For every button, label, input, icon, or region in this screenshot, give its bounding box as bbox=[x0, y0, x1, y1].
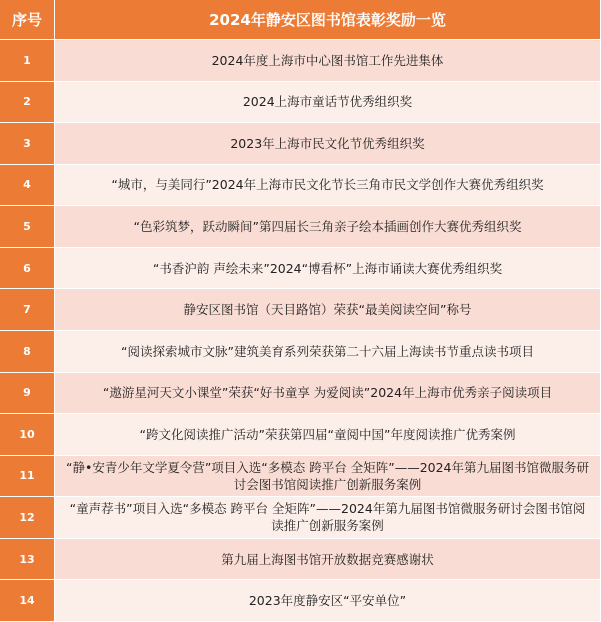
index-column-header: 序号 bbox=[0, 0, 55, 40]
award-text: “阅读探索城市文脉”建筑美育系列荣获第二十六届上海读书节重点读书项目 bbox=[55, 331, 601, 373]
award-text: 2024年度上海市中心图书馆工作先进集体 bbox=[55, 40, 601, 82]
award-text: 2023年度静安区“平安单位” bbox=[55, 580, 601, 622]
row-number: 11 bbox=[0, 456, 55, 498]
award-text: “城市，与美同行”2024年上海市民文化节长三角市民文学创作大赛优秀组织奖 bbox=[55, 165, 601, 207]
row-number: 14 bbox=[0, 580, 55, 622]
row-number: 7 bbox=[0, 289, 55, 331]
row-number: 5 bbox=[0, 206, 55, 248]
award-text: 静安区图书馆（天目路馆）荣获“最美阅读空间”称号 bbox=[55, 289, 601, 331]
award-text: 第九届上海图书馆开放数据竞赛感谢状 bbox=[55, 539, 601, 581]
row-number: 2 bbox=[0, 82, 55, 124]
row-number: 4 bbox=[0, 165, 55, 207]
row-number: 3 bbox=[0, 123, 55, 165]
award-text: “色彩筑梦，跃动瞬间”第四届长三角亲子绘本插画创作大赛优秀组织奖 bbox=[55, 206, 601, 248]
row-number: 10 bbox=[0, 414, 55, 456]
award-text: “静•安青少年文学夏令营”项目入选“多模态 跨平台 全矩阵”——2024年第九届图书馆微服务研讨会图书馆阅读推广创新服务案例 bbox=[55, 456, 601, 498]
award-text: “遨游星河天文小课堂”荣获“好书童享 为爱阅读”2024年上海市优秀亲子阅读项目 bbox=[55, 373, 601, 415]
row-number: 13 bbox=[0, 539, 55, 581]
row-number: 6 bbox=[0, 248, 55, 290]
row-number: 1 bbox=[0, 40, 55, 82]
award-text: “童声荐书”项目入选“多模态 跨平台 全矩阵”——2024年第九届图书馆微服务研讨会图书馆阅读推广创新服务案例 bbox=[55, 497, 601, 539]
row-number: 9 bbox=[0, 373, 55, 415]
award-text: “书香沪韵 声绘未来”2024“博看杯”上海市诵读大赛优秀组织奖 bbox=[55, 248, 601, 290]
table-title: 2024年静安区图书馆表彰奖励一览 bbox=[55, 0, 601, 40]
row-number: 8 bbox=[0, 331, 55, 373]
row-number: 12 bbox=[0, 497, 55, 539]
award-text: 2023年上海市民文化节优秀组织奖 bbox=[55, 123, 601, 165]
award-text: 2024上海市童话节优秀组织奖 bbox=[55, 82, 601, 124]
award-text: “跨文化阅读推广活动”荣获第四届“童阅中国”年度阅读推广优秀案例 bbox=[55, 414, 601, 456]
